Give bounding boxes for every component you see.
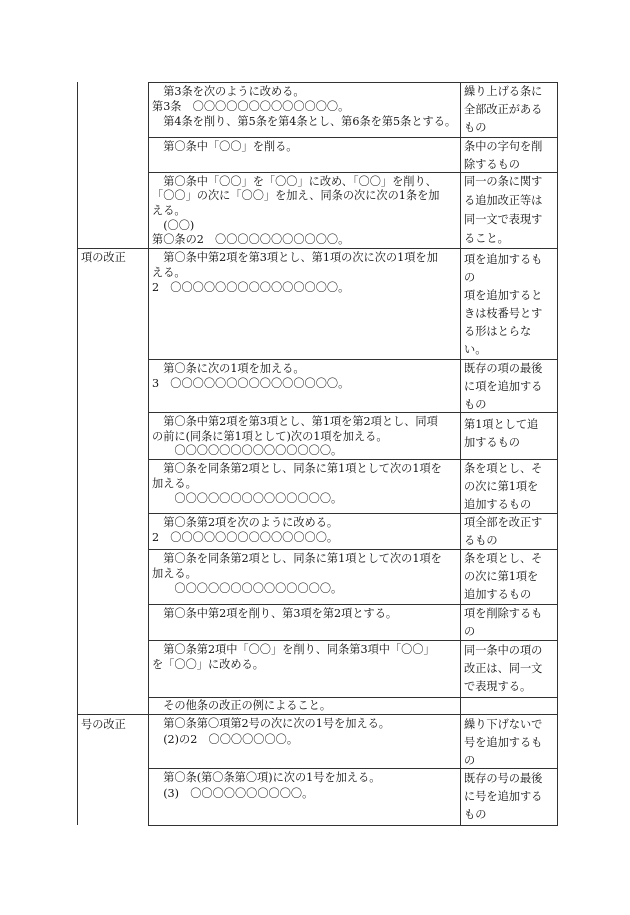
row-note: 除するもの: [464, 158, 520, 171]
row-note: の: [464, 754, 476, 767]
row-text: 〇〇〇〇〇〇〇〇〇〇〇〇〇〇。: [152, 492, 343, 505]
row-text: 2 〇〇〇〇〇〇〇〇〇〇〇〇〇〇。: [152, 531, 339, 544]
row-note: 条を項とし、そ: [464, 552, 543, 565]
row-note: 第1項として追: [464, 418, 539, 431]
row-text: 第〇条に次の1項を加える。: [152, 362, 305, 375]
row-note: 加するもの: [464, 436, 520, 449]
row-text: 2 〇〇〇〇〇〇〇〇〇〇〇〇〇〇〇。: [152, 281, 350, 294]
row-note: るもの: [464, 534, 498, 547]
row-text: (3) 〇〇〇〇〇〇〇〇〇〇。: [152, 787, 314, 800]
row-text: の前に(同条に第1項として)次の1項を加える。: [152, 430, 388, 443]
row-text: 第〇条を同条第2項とし、同条に第1項として次の1項を: [152, 552, 442, 565]
row-note: 項を追加するも: [464, 253, 543, 266]
row-note: 追加するもの: [464, 588, 532, 601]
row-note: 追加するもの: [464, 498, 532, 511]
row-text: 第〇条(第〇条第〇項)に次の1号を加える。: [152, 771, 381, 784]
row-text: 第〇条を同条第2項とし、同条に第1項として次の1項を: [152, 462, 442, 475]
row-note: の次に第1項を: [464, 480, 539, 493]
row-line: [148, 697, 558, 698]
row-note: 同一条中の項の: [464, 644, 543, 657]
row-text: 〇〇〇〇〇〇〇〇〇〇〇〇〇〇。: [152, 444, 343, 457]
row-note: 項を削除するも: [464, 607, 543, 620]
row-note: い。: [464, 343, 487, 356]
row-text: 第〇条中第2項を削り、第3項を第2項とする。: [152, 607, 398, 620]
row-text: 加える。: [152, 567, 197, 580]
row-line: [148, 412, 558, 413]
row-note: 条を項とし、そ: [464, 462, 543, 475]
row-text: 第〇条の2 〇〇〇〇〇〇〇〇〇〇〇。: [152, 233, 350, 246]
row-text: 3 〇〇〇〇〇〇〇〇〇〇〇〇〇〇〇。: [152, 377, 350, 390]
row-text: 第〇条第2項中「〇〇」を削り、同条第3項中「〇〇」: [152, 643, 435, 656]
row-text: 第3条 〇〇〇〇〇〇〇〇〇〇〇〇〇。: [152, 100, 350, 113]
row-note: もの: [464, 121, 487, 134]
row-note: る追加改正等は: [464, 194, 543, 207]
row-text: 第3条を次のように改める。: [152, 85, 305, 98]
row-text: える。: [152, 204, 186, 217]
row-note: 繰り上げる条に: [464, 85, 543, 98]
row-note: る形はとらな: [464, 325, 532, 338]
row-note: の次に第1項を: [464, 570, 539, 583]
row-note: 全部改正がある: [464, 103, 543, 116]
row-line: [77, 248, 558, 249]
row-text: その他条の改正の例によること。: [152, 699, 332, 712]
row-note: 既存の項の最後: [464, 362, 543, 375]
category-label: 号の改正: [81, 718, 126, 731]
row-note: で表現する。: [464, 680, 532, 693]
row-text: (2)の2 〇〇〇〇〇〇〇。: [152, 733, 299, 746]
row-line: [148, 825, 558, 826]
row-note: 既存の号の最後: [464, 772, 543, 785]
row-text: 第〇条中「〇〇」を「〇〇」に改め、「〇〇」を削り、: [152, 175, 437, 188]
row-note: もの: [464, 808, 487, 821]
row-note: ること。: [464, 232, 509, 245]
row-note: 改正は、同一文: [464, 662, 543, 675]
row-note: の: [464, 271, 476, 284]
row-note: 同一文で表現す: [464, 213, 543, 226]
row-text: を「〇〇」に改める。: [152, 658, 264, 671]
row-text: 第〇条中第2項を第3項とし、第1項を第2項とし、同項: [152, 415, 438, 428]
row-note: もの: [464, 398, 487, 411]
category-label: 項の改正: [81, 251, 126, 264]
row-text: える。: [152, 266, 186, 279]
row-note: 条中の字句を削: [464, 140, 543, 153]
row-text: 第〇条第2項を次のように改める。: [152, 516, 339, 529]
row-note: 号を追加するも: [464, 736, 543, 749]
row-text: 第4条を削り、第5条を第4条とし、第6条を第5条とする。: [152, 115, 457, 128]
row-note: に項を追加する: [464, 380, 543, 393]
row-note: に号を追加する: [464, 790, 543, 803]
row-text: 「〇〇」の次に「〇〇」を加え、同条の次に次の1条を加: [152, 189, 440, 202]
row-text: 第〇条中「〇〇」を削る。: [152, 140, 298, 153]
row-note: 項を追加すると: [464, 289, 543, 302]
row-text: 〇〇〇〇〇〇〇〇〇〇〇〇〇〇。: [152, 582, 343, 595]
row-text: 加える。: [152, 477, 197, 490]
row-note: 同一の条に関す: [464, 175, 543, 188]
row-note: 繰り下げないで: [464, 718, 543, 731]
row-text: (〇〇): [152, 219, 195, 232]
row-note: きは枝番号とす: [464, 307, 543, 320]
row-note: 項全部を改正す: [464, 516, 543, 529]
row-note: の: [464, 625, 476, 638]
row-text: 第〇条中第2項を第3項とし、第1項の次に次の1項を加: [152, 251, 438, 264]
row-text: 第〇条第〇項第2号の次に次の1号を加える。: [152, 717, 390, 730]
